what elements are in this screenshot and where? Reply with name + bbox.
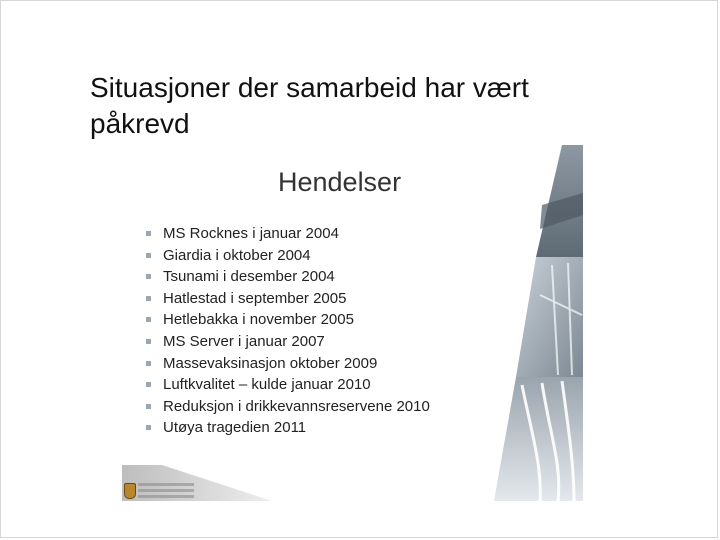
inner-heading: Hendelser <box>278 167 402 197</box>
list-item: Tsunami i desember 2004 <box>146 266 430 288</box>
list-item: Hetlebakka i november 2005 <box>146 309 430 331</box>
embedded-slide-image <box>122 145 583 501</box>
slide-title <box>90 70 610 142</box>
list-item: Utøya tragedien 2011 <box>146 417 430 439</box>
list-item: MS Server i januar 2007 <box>146 331 430 353</box>
list-item: MS Rocknes i januar 2004 <box>146 223 430 245</box>
list-item: Reduksjon i drikkevannsreservene 2010 <box>146 396 430 418</box>
photo-laboratory <box>516 257 583 377</box>
event-list <box>146 223 430 439</box>
list-item: Giardia i oktober 2004 <box>146 245 430 267</box>
slide-title-line-1: Situasjoner der samarbeid har vært <box>90 72 529 103</box>
slide-title-line-2: påkrevd <box>90 108 190 139</box>
list-item: Luftkvalitet – kulde januar 2010 <box>146 374 430 396</box>
list-item: Massevaksinasjon oktober 2009 <box>146 353 430 375</box>
coat-of-arms-icon <box>124 483 136 499</box>
logo-text-placeholder <box>138 483 194 501</box>
list-item: Hatlestad i september 2005 <box>146 288 430 310</box>
